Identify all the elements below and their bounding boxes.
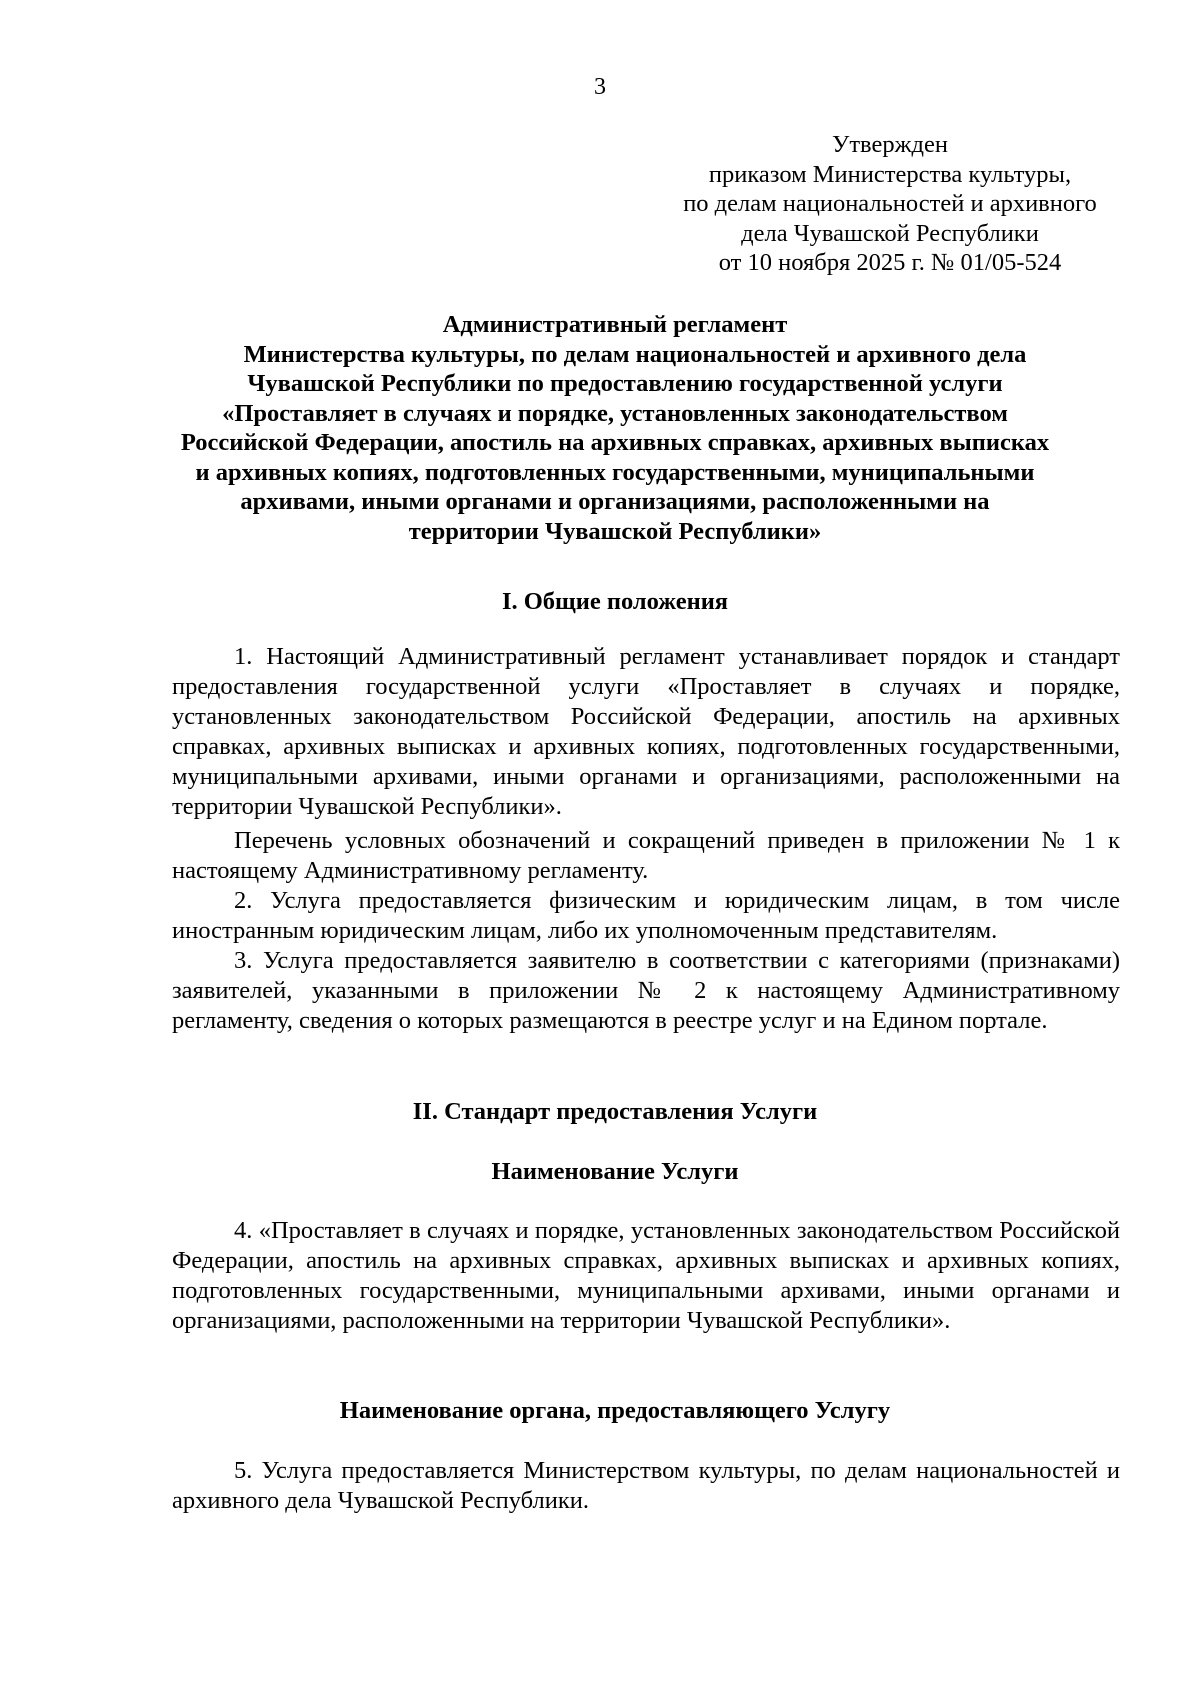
paragraph-3: 3. Услуга предоставляется заявителю в соответствии с категориями (признаками) заявителей, указанными в приложении № 2 к настоящему Административному регламенту, сведения о которых размещаются в реестре услуг и на Едином портале. [172, 947, 1120, 1034]
page-number: 3 [594, 74, 606, 100]
paragraph-1: 1. Настоящий Административный регламент устанавливает порядок и стандарт предоставления государственной услуги «Проставляет в случаях и порядке, установленных законодательством Российской Федерации, апостиль на архивных справках, архивных выписках и архивных копиях, подготовленных государственными, муниципальными архивами, иными органами и организациями, расположенными на территории Чувашской Республики». [172, 643, 1120, 820]
title-line: Чувашской Республики по предоставлению государственной услуги [247, 370, 1003, 397]
paragraph-2: 2. Услуга предоставляется физическим и юридическим лицам, в том числе иностранным юридическим лицам, либо их уполномоченным представителям. [172, 887, 1120, 944]
approval-line: по делам национальностей и архивного [683, 190, 1097, 217]
title-line: Российской Федерации, апостиль на архивных справках, архивных выписках [180, 429, 1050, 456]
title-line: архивами, иными органами и организациями, расположенными на [240, 488, 990, 515]
subheading-service-name: Наименование Услуги [491, 1158, 739, 1185]
title-line: Министерства культуры, по делам национальностей и архивного дела [243, 340, 1027, 368]
title-line: территории Чувашской Республики» [408, 517, 822, 545]
title-line: Административный регламент [442, 311, 788, 338]
paragraph-5: 5. Услуга предоставляется Министерством культуры, по делам национальностей и архивного дела Чувашской Республики. [172, 1457, 1120, 1514]
approval-block [650, 130, 1130, 278]
approval-line: от 10 ноября 2025 г. № 01/05-524 [718, 249, 1062, 276]
title-line: и архивных копиях, подготовленных государственными, муниципальными [195, 458, 1035, 486]
paragraph-4: 4. «Проставляет в случаях и порядке, установленных законодательством Российской Федерации, апостиль на архивных справках, архивных выписках и архивных копиях, подготовленных государственными, муниципальными архивами, иными органами и организациями, расположенными на территории Чувашской Республики». [172, 1217, 1120, 1334]
approval-line: приказом Министерства культуры, [708, 160, 1072, 188]
title-line: «Проставляет в случаях и порядке, установленных законодательством [222, 399, 1008, 427]
section-heading-standard: II. Стандарт предоставления Услуги [412, 1098, 818, 1125]
document-title [160, 310, 1070, 546]
paragraph-abbreviations: Перечень условных обозначений и сокращений приведен в приложении № 1 к настоящему Административному регламенту. [172, 827, 1120, 884]
approval-line: дела Чувашской Республики [741, 219, 1039, 247]
section-heading-general: I. Общие положения [501, 588, 729, 615]
subheading-service-body: Наименование органа, предоставляющего Услугу [339, 1397, 891, 1424]
approval-line: Утвержден [832, 131, 948, 158]
